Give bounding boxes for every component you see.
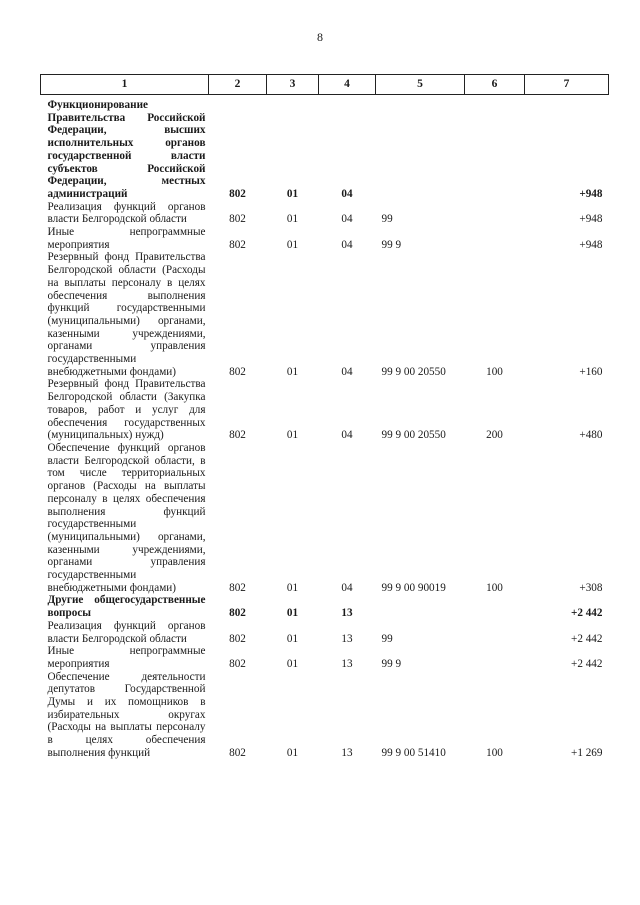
column-header: 5 — [376, 75, 465, 95]
table-row — [41, 226, 609, 251]
chapter-code-cell: 802 — [229, 632, 246, 645]
subsection-code-cell: 13 — [341, 746, 353, 759]
section-code-cell: 01 — [286, 187, 299, 200]
expense-type-cell — [465, 226, 525, 251]
row-name-cell: Иные непрограммные мероприятия — [47, 226, 206, 251]
subsection-code-cell: 13 — [341, 607, 353, 620]
table-header-row — [41, 75, 609, 95]
chapter-code-cell: 802 — [229, 187, 246, 200]
target-article-cell: 99 9 00 90019 — [381, 581, 446, 594]
table-row — [41, 442, 609, 594]
table-row — [41, 201, 609, 226]
amount-cell: +1 269 — [571, 746, 603, 759]
table-body — [41, 95, 609, 760]
row-name-cell: Другие общегосударственные вопросы — [47, 594, 206, 620]
target-article-cell — [376, 594, 465, 619]
column-header: 2 — [209, 75, 267, 95]
target-article-cell: 99 9 00 20550 — [381, 365, 446, 378]
expense-type-cell: 200 — [486, 429, 503, 442]
row-name-cell: Обеспечение функций органов власти Белгородской области, в том числе территориальных органов (Расходы на выплаты персоналу в целях обеспечения выполнения функций государственными (муниципальными) органами, казенными учреждениями, органами управления государственными внебюджетными фондами) — [47, 441, 206, 594]
amount-cell: +480 — [579, 429, 603, 442]
target-article-cell: 99 9 00 51410 — [381, 746, 446, 759]
chapter-code-cell: 802 — [229, 746, 246, 759]
chapter-code-cell: 802 — [229, 213, 246, 226]
expense-type-cell: 100 — [486, 581, 503, 594]
row-name-cell: Обеспечение деятельности депутатов Государственной Думы и их помощников в избирательных округах (Расходы на выплаты персоналу в целях обеспечения выполнения функций — [47, 670, 206, 759]
page-number: 8 — [317, 30, 323, 44]
subsection-code-cell: 04 — [341, 238, 353, 251]
amount-cell: +308 — [579, 581, 603, 594]
table-row — [41, 594, 609, 619]
subsection-code-cell: 04 — [341, 429, 353, 442]
expense-type-cell — [465, 645, 525, 670]
chapter-code-cell: 802 — [229, 657, 246, 670]
target-article-cell: 99 9 — [381, 657, 402, 670]
table-row — [41, 620, 609, 645]
target-article-cell: 99 — [381, 632, 393, 645]
section-code-cell: 01 — [286, 607, 299, 620]
table-row — [41, 671, 609, 760]
amount-cell: +2 442 — [570, 607, 603, 620]
target-article-cell: 99 9 00 20550 — [381, 429, 446, 442]
column-header: 1 — [41, 75, 209, 95]
section-code-cell: 01 — [286, 365, 299, 378]
column-header: 7 — [525, 75, 609, 95]
subsection-code-cell: 04 — [341, 365, 353, 378]
chapter-code-cell: 802 — [229, 365, 246, 378]
subsection-code-cell: 13 — [341, 657, 353, 670]
expense-type-cell: 100 — [486, 365, 503, 378]
chapter-code-cell: 802 — [229, 607, 246, 620]
amount-cell: +2 442 — [571, 657, 603, 670]
section-code-cell: 01 — [286, 657, 299, 670]
table-row — [41, 251, 609, 378]
target-article-cell: 99 — [381, 213, 393, 226]
subsection-code-cell: 04 — [341, 213, 353, 226]
row-name-cell: Резервный фонд Правительства Белгородской области (Расходы на выплаты персоналу в целях обеспечения выполнения функций государственными (муниципальными) органами, казенными учреждениями, органами управления государственными внебюджетными фондами) — [47, 251, 206, 378]
expense-type-cell — [465, 95, 525, 201]
column-header: 4 — [319, 75, 376, 95]
chapter-code-cell: 802 — [229, 429, 246, 442]
subsection-code-cell: 04 — [341, 581, 353, 594]
expense-type-cell — [465, 594, 525, 619]
subsection-code-cell: 13 — [341, 632, 353, 645]
chapter-code-cell: 802 — [229, 581, 246, 594]
expense-type-cell: 100 — [486, 746, 503, 759]
row-name-cell: Реализация функций органов власти Белгородской области — [47, 200, 206, 226]
row-name-cell: Резервный фонд Правительства Белгородской области (Закупка товаров, работ и услуг для обеспечения государственных (муниципальных) нужд) — [47, 378, 206, 442]
expense-type-cell — [465, 201, 525, 226]
budget-table — [40, 74, 609, 760]
subsection-code-cell: 04 — [341, 187, 353, 200]
target-article-cell — [376, 95, 465, 201]
column-header: 6 — [465, 75, 525, 95]
amount-cell: +948 — [579, 238, 603, 251]
table-row — [41, 378, 609, 442]
row-name-cell: Иные непрограммные мероприятия — [47, 645, 206, 670]
section-code-cell: 01 — [286, 746, 299, 759]
amount-cell: +948 — [579, 187, 603, 200]
chapter-code-cell: 802 — [229, 238, 246, 251]
amount-cell: +160 — [579, 365, 603, 378]
section-code-cell: 01 — [286, 581, 299, 594]
amount-cell: +2 442 — [571, 632, 603, 645]
target-article-cell: 99 9 — [381, 238, 402, 251]
amount-cell: +948 — [579, 213, 603, 226]
column-header: 3 — [267, 75, 319, 95]
table-row — [41, 645, 609, 670]
table-row — [41, 95, 609, 201]
row-name-cell: Функционирование Правительства Российской Федерации, высших исполнительных органов государственной власти субъектов Российской Федерации, местных администраций — [47, 99, 206, 200]
expense-type-cell — [465, 620, 525, 645]
section-code-cell: 01 — [286, 238, 299, 251]
section-code-cell: 01 — [286, 213, 299, 226]
section-code-cell: 01 — [286, 632, 299, 645]
row-name-cell: Реализация функций органов власти Белгородской области — [47, 619, 206, 645]
section-code-cell: 01 — [286, 429, 299, 442]
